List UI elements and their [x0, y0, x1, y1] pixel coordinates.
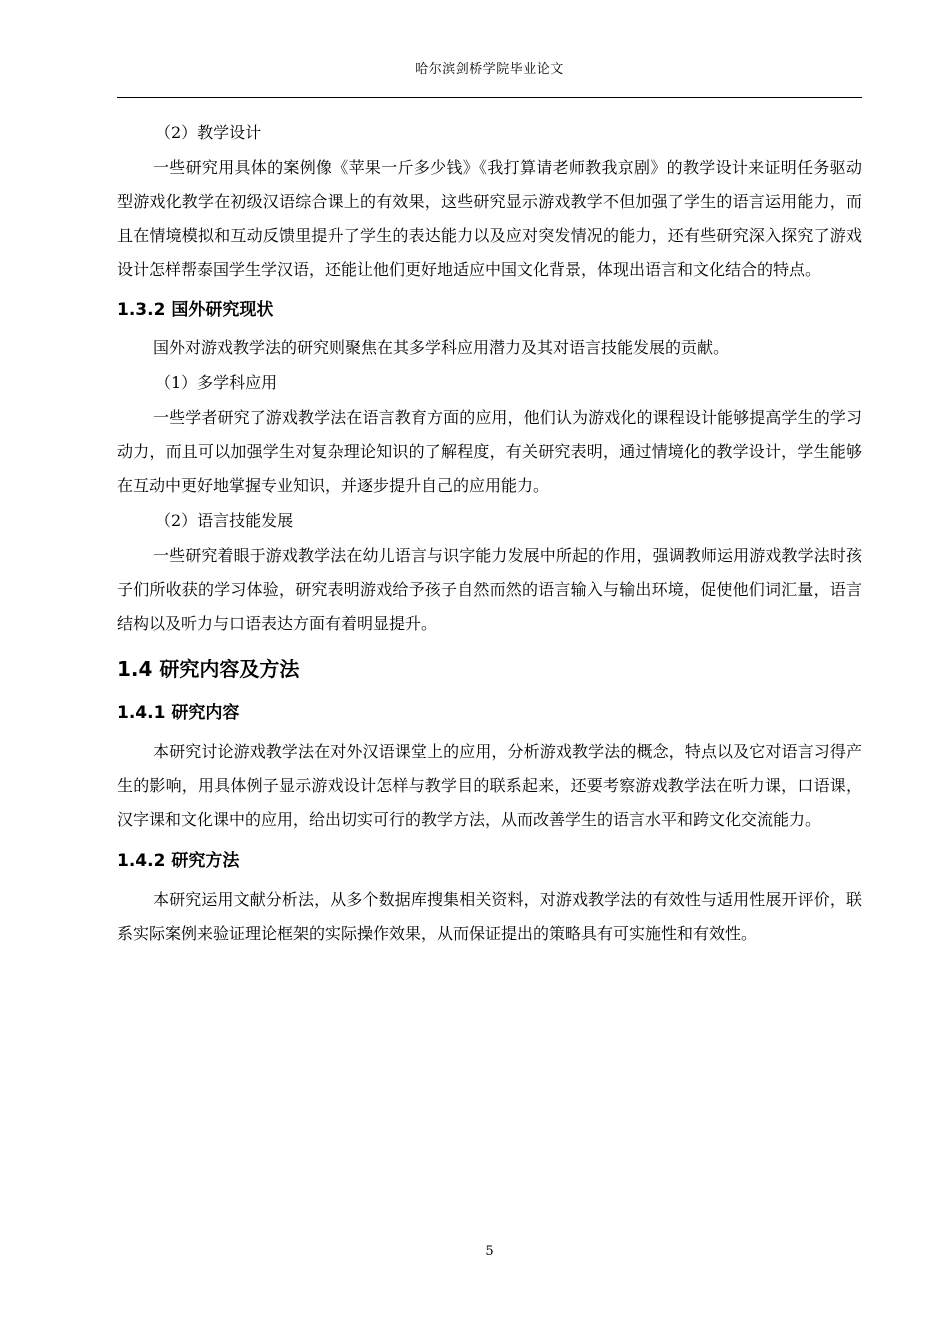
paragraph: 一些研究用具体的案例像《苹果一斤多少钱》《我打算请老师教我京剧》的教学设计来证明任务驱动型游戏化教学在初级汉语综合课上的有效果，这些研究显示游戏教学不但加强了学生的语言运用能力，而且在情境模拟和互动反馈里提升了学生的表达能力以及应对突发情况的能力，还有些研究深入探究了游戏设计怎样帮泰国学生学汉语，还能让他们更好地适应中国文化背景，体现出语言和文化结合的特点。	[117, 158, 862, 279]
section-heading-1-4-1: 1.4.1 研究内容	[117, 703, 240, 723]
section-heading-1-3-2: 1.3.2 国外研究现状	[117, 300, 274, 320]
subsection-label: （2）教学设计	[155, 123, 262, 142]
paragraph: 国外对游戏教学法的研究则聚焦在其多学科应用潜力及其对语言技能发展的贡献。	[153, 338, 730, 357]
header-rule	[117, 97, 862, 98]
subsection-label: （1）多学科应用	[155, 373, 278, 392]
page-number: 5	[485, 1244, 494, 1259]
section-heading-1-4-2: 1.4.2 研究方法	[117, 851, 240, 871]
subsection-label: （2）语言技能发展	[155, 511, 294, 530]
page-body	[117, 115, 862, 951]
paragraph: 一些学者研究了游戏教学法在语言教育方面的应用，他们认为游戏化的课程设计能够提高学生的学习动力，而且可以加强学生对复杂理论知识的了解程度，有关研究表明，通过情境化的教学设计，学生能够在互动中更好地掌握专业知识，并逐步提升自己的应用能力。	[117, 408, 862, 495]
page-header: 哈尔滨剑桥学院毕业论文	[415, 62, 564, 77]
section-heading-1-4: 1.4 研究内容及方法	[117, 657, 300, 681]
paragraph: 本研究运用文献分析法，从多个数据库搜集相关资料，对游戏教学法的有效性与适用性展开评价，联系实际案例来验证理论框架的实际操作效果，从而保证提出的策略具有可实施性和有效性。	[117, 890, 862, 943]
paragraph: 一些研究着眼于游戏教学法在幼儿语言与识字能力发展中所起的作用，强调教师运用游戏教学法时孩子们所收获的学习体验，研究表明游戏给予孩子自然而然的语言输入与输出环境，促使他们词汇量，语言结构以及听力与口语表达方面有着明显提升。	[117, 546, 862, 633]
paragraph: 本研究讨论游戏教学法在对外汉语课堂上的应用，分析游戏教学法的概念，特点以及它对语言习得产生的影响，用具体例子显示游戏设计怎样与教学目的联系起来，还要考察游戏教学法在听力课，口语课，汉字课和文化课中的应用，给出切实可行的教学方法，从而改善学生的语言水平和跨文化交流能力。	[117, 742, 862, 829]
